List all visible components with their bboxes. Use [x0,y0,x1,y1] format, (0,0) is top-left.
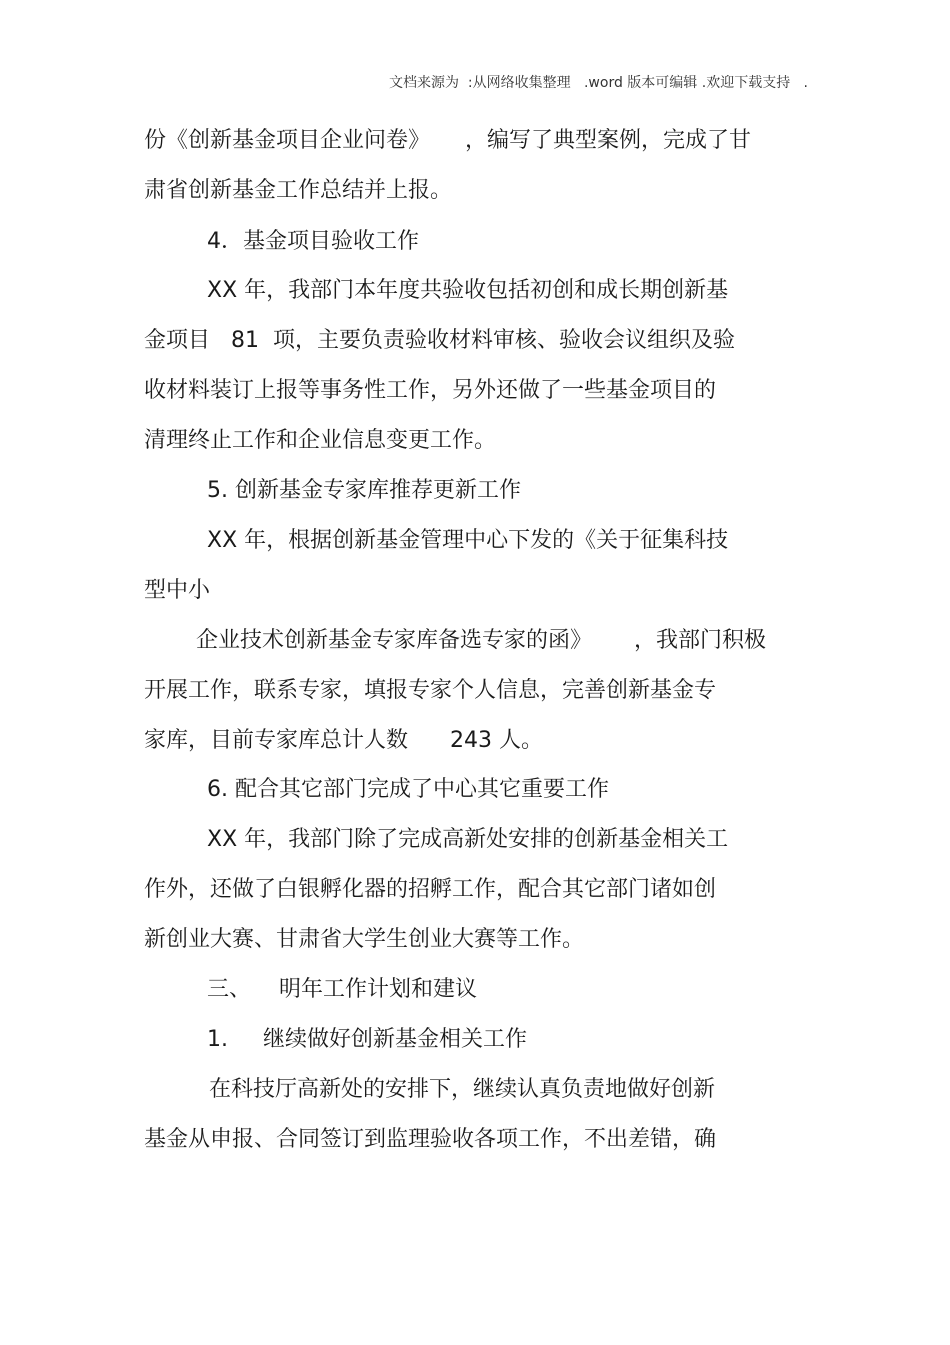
body-line: XX 年，我部门除了完成高新处安排的创新基金相关工 [207,827,729,852]
body-line: XX 年，根据创新基金管理中心下发的《关于征集科技 [207,528,729,553]
body-line: 新创业大赛、甘肃省大学生创业大赛等工作。 [144,927,585,952]
body-line: 收材料装订上报等事务性工作，另外还做了一些基金项目的 [144,378,717,403]
section-heading: 4．基金项目验收工作 [207,229,419,254]
section-heading: 6. 配合其它部门完成了中心其它重要工作 [207,777,609,802]
page-header: 文档来源为 :从网络收集整理 .word 版本可编辑 .欢迎下载支持 . [389,75,808,91]
body-line: 作外，还做了白银孵化器的招孵工作，配合其它部门诸如创 [144,877,717,902]
section-heading: 1. 继续做好创新基金相关工作 [207,1027,527,1052]
body-line: 型中小 [144,578,211,603]
section-heading: 5. 创新基金专家库推荐更新工作 [207,478,521,503]
body-line: 开展工作，联系专家，填报专家个人信息，完善创新基金专 [144,678,717,703]
body-line: XX 年，我部门本年度共验收包括初创和成长期创新基 [207,278,729,303]
body-line: 清理终止工作和企业信息变更工作。 [144,428,497,453]
body-line: 金项目 81 项，主要负责验收材料审核、验收会议组织及验 [144,328,735,353]
body-line: 企业技术创新基金专家库备选专家的函》 ，我部门积极 [196,628,766,653]
body-line: 家库，目前专家库总计人数 243 人。 [144,728,543,753]
body-line: 在科技厅高新处的安排下，继续认真负责地做好创新 [209,1077,716,1102]
chapter-heading: 三、 明年工作计划和建议 [207,977,477,1002]
body-line: 份《创新基金项目企业问卷》 ，编写了典型案例，完成了甘 [144,128,751,153]
body-line: 基金从申报、合同签订到监理验收各项工作，不出差错，确 [144,1127,717,1152]
body-line: 肃省创新基金工作总结并上报。 [144,178,453,203]
